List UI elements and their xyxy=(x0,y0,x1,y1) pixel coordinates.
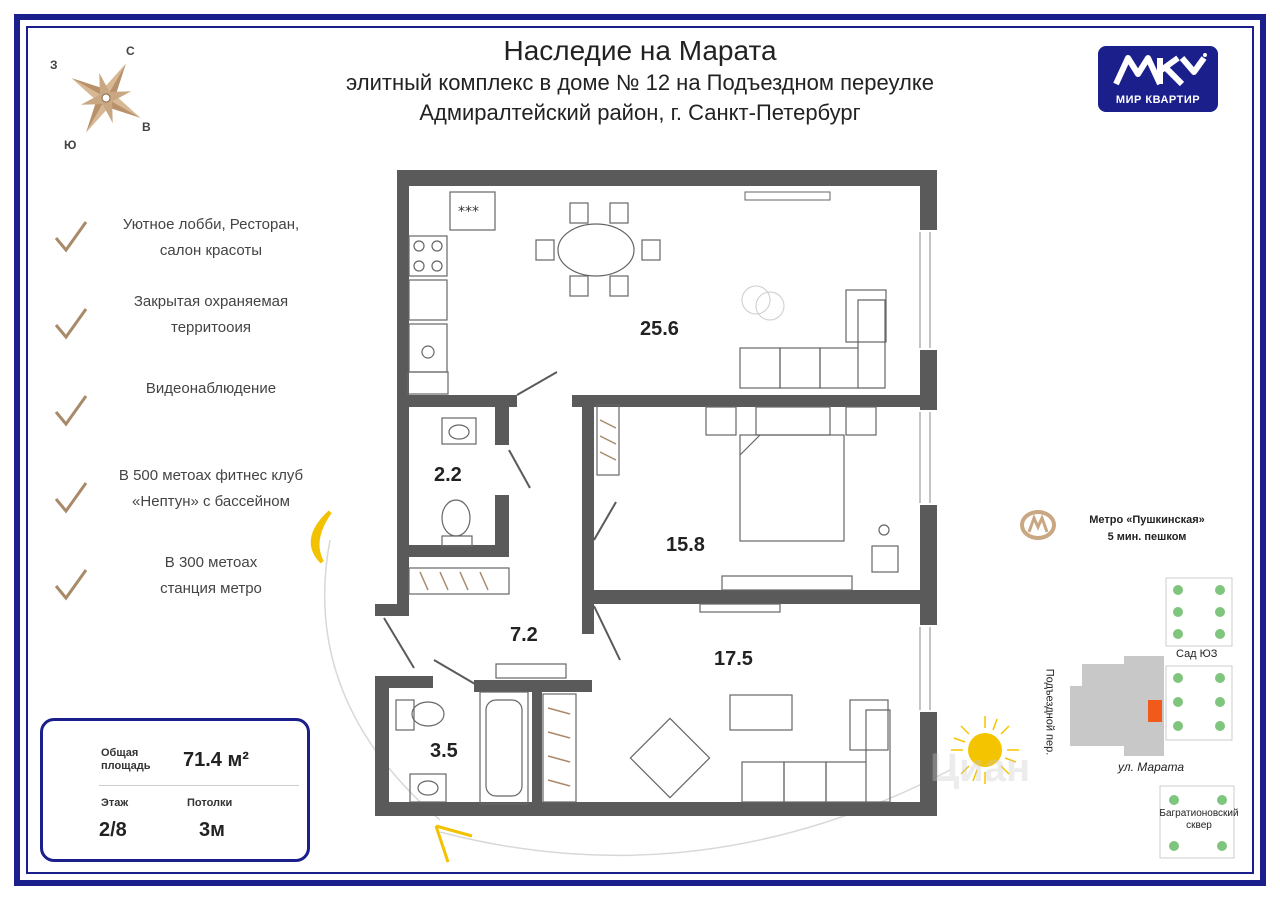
metro-station: Метро «Пушкинская» xyxy=(1089,514,1205,526)
feature-text-1: Закрытая охраняемая xyxy=(133,293,289,310)
room-area-hall: 7.2 xyxy=(510,624,538,646)
map-label-garden: Сад ЮЗ xyxy=(1176,648,1218,660)
map-label-street-main: ул. Марата xyxy=(1118,760,1184,774)
ceiling-value: 3м xyxy=(199,819,225,841)
dining-table xyxy=(536,203,660,296)
walls xyxy=(375,170,937,816)
logo-text: МИР КВАРТИР xyxy=(1115,94,1201,106)
room-area-bathroom-big: 3.5 xyxy=(430,740,458,762)
floor-value: 2/8 xyxy=(99,819,127,841)
compass-north: С xyxy=(126,44,135,58)
room-area-living: 25.6 xyxy=(640,318,679,340)
sunrise-arrow-icon xyxy=(436,826,472,862)
feature-text-1: Видеонаблюдение xyxy=(145,380,277,397)
sofa-living xyxy=(740,290,886,388)
feature-text-2: территооия xyxy=(171,319,251,336)
map-label-square: Багратионовский сквер xyxy=(1159,808,1239,831)
complex-subtitle: элитный комплекс в доме № 12 на Подъездном переулке xyxy=(346,70,934,95)
kitchen-furniture xyxy=(408,192,495,394)
floor-label: Этаж xyxy=(101,797,129,809)
room-area-bathroom-small: 2.2 xyxy=(434,464,462,486)
feature-text-1: Уютное лобби, Ресторан, xyxy=(122,216,300,233)
compass-east: В xyxy=(142,120,151,134)
metro-icon xyxy=(1018,510,1058,540)
map-label-street-side: Подъездной пер. xyxy=(1043,668,1056,756)
watermark: Циан xyxy=(930,746,1031,790)
lamp xyxy=(742,286,770,314)
windows xyxy=(920,232,930,710)
room-17-furniture xyxy=(630,604,890,802)
room-area-bedroom: 15.8 xyxy=(666,534,705,556)
feature-text-1: В 500 метоах фитнес клуб xyxy=(118,467,304,484)
area-label-line1: Общая xyxy=(101,747,139,759)
feature-text-2: станция метро xyxy=(160,580,262,597)
complex-location: Адмиралтейский район, г. Санкт-Петербург xyxy=(419,100,861,125)
metro-text xyxy=(1062,512,1232,546)
ceiling-label: Потолки xyxy=(187,797,233,809)
area-label xyxy=(101,747,150,773)
svg-text:***: *** xyxy=(458,204,479,220)
lamp xyxy=(756,292,784,320)
metro-info xyxy=(1016,508,1236,548)
bed xyxy=(706,407,898,590)
compass-south: Ю xyxy=(64,138,77,152)
compass-west: З xyxy=(50,58,58,72)
area-value: 71.4 м² xyxy=(183,749,249,771)
area-label-line2: площадь xyxy=(101,760,151,772)
feature-text-2: салон красоты xyxy=(159,242,263,259)
tv-living xyxy=(745,192,830,200)
complex-title: Наследие на Марата xyxy=(503,35,777,66)
feature-text-2: «Нептун» с бассейном xyxy=(132,493,290,510)
divider xyxy=(99,785,299,786)
feature-text-1: В 300 метоах xyxy=(164,554,258,571)
metro-walk-time: 5 мин. пешком xyxy=(1107,531,1187,543)
room-area-room2: 17.5 xyxy=(714,648,753,670)
apartment-info-box xyxy=(40,718,310,862)
